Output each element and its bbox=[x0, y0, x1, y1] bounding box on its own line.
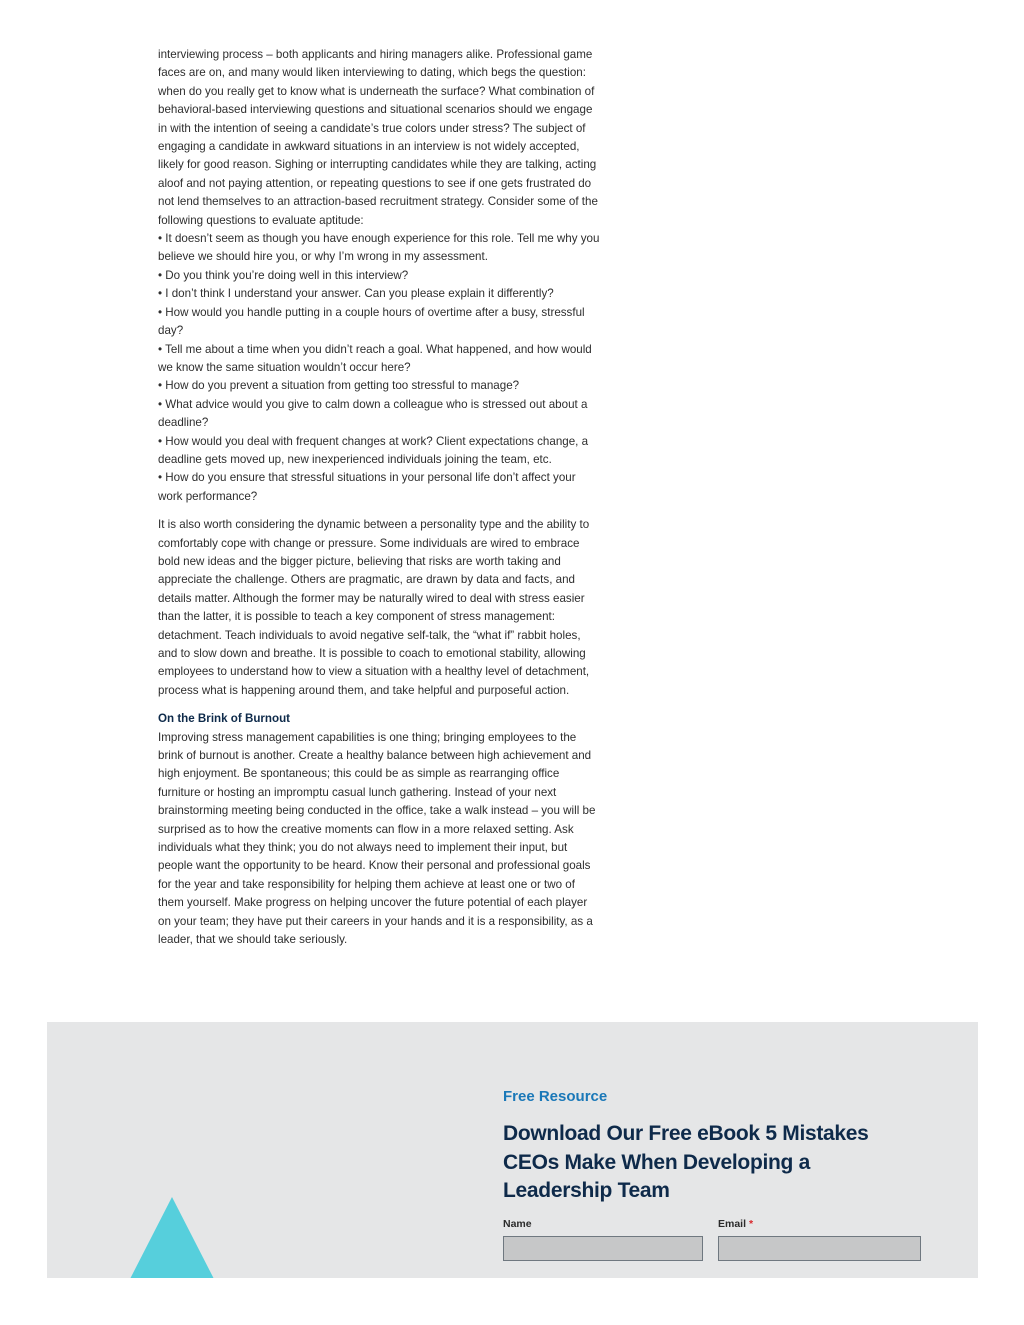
list-item: • How would you handle putting in a couple hours of overtime after a busy, stressful day? bbox=[158, 305, 585, 338]
list-item: • Tell me about a time when you didn’t reach a goal. What happened, and how would we know the same situation wouldn’t occur here? bbox=[158, 342, 592, 374]
decorative-triangle-icon bbox=[130, 1197, 214, 1278]
article-intro-paragraph: interviewing process – both applicants and hiring managers alike. Professional game faces are on, and many would liken interviewing to dating, which begs the question: when do you really get to know what is underneath the surface? What combination of behavioral-based interviewing questions and situational scenarios should we engage in with the intention of seeing a candidate’s true colors under stress? The subject of engaging a candidate in awkward situations in an interview is not widely accepted, likely for good reason. Sighing or interrupting candidates while they are talking, acting aloof and not paying attention, or repeating questions to see if one gets frustrated do not lend themselves to an attraction-based recruitment strategy. Consider some of the following questions to evaluate aptitude: bbox=[158, 48, 598, 227]
list-item: • I don’t think I understand your answer. Can you please explain it differently? bbox=[158, 287, 554, 301]
email-label-text: Email bbox=[718, 1218, 747, 1230]
name-field-label bbox=[503, 1218, 532, 1230]
email-field-label bbox=[718, 1218, 753, 1230]
list-item: • It doesn’t seem as though you have enough experience for this role. Tell me why you believe we should hire you, or why I’m wrong in my assessment. bbox=[158, 232, 600, 264]
list-item: • How do you prevent a situation from getting too stressful to manage? bbox=[158, 379, 520, 393]
personality-paragraph: It is also worth considering the dynamic between a personality type and the ability to comfortably cope with change or pressure. Some individuals are wired to embrace bold new ideas and the bigger picture, believing that risks are worth taking and appreciate the challenge. Others are pragmatic, are drawn by data and facts, and details matter. Although the former may be naturally wired to deal with stress easier than the latter, it is possible to teach a key component of stress management: detachment. Teach individuals to avoid negative self-talk, the “what if” rabbit holes, and to slow down and breathe. It is possible to coach to emotional stability, allowing employees to understand how to view a situation with a healthy level of detachment, process what is happening around them, and take helpful and purposeful action. bbox=[158, 518, 590, 697]
list-item: • How do you ensure that stressful situations in your personal life don’t affect your work performance? bbox=[158, 471, 576, 503]
article-body bbox=[158, 46, 603, 950]
list-item: • What advice would you give to calm down a colleague who is stressed out about a deadline? bbox=[158, 397, 588, 430]
burnout-paragraph: Improving stress management capabilities is one thing; bringing employees to the brink of burnout is another. Create a healthy balance between high achievement and high enjoyment. Be spontaneous; this could be as simple as rearranging office furniture or hosting an impromptu casual lunch gathering. Instead of your next brainstorming meeting being conducted in the office, take a walk instead – you will be surprised as to how the creative moments can flow in a more relaxed setting. Ask individuals what they think; you do not always need to implement their input, but people want the opportunity to be heard. Know their personal and professional goals for the year and take responsibility for helping them achieve at least one or two of them yourself. Make progress on helping uncover the future potential of each player on your team; they have put their careers in your hands and it is a responsibility, as a leader, that we should take seriously. bbox=[158, 730, 596, 947]
name-input[interactable] bbox=[503, 1236, 703, 1261]
section-heading: On the Brink of Burnout bbox=[158, 712, 291, 726]
required-marker: * bbox=[749, 1218, 754, 1230]
list-item: • Do you think you’re doing well in this interview? bbox=[158, 268, 409, 282]
list-item: • How would you deal with frequent changes at work? Client expectations change, a deadline gets moved up, new inexperienced individuals joining the team, etc. bbox=[158, 434, 589, 466]
resource-headline: Download Our Free eBook 5 Mistakes CEOs Make When Developing a Leadership Team bbox=[503, 1122, 869, 1202]
free-resource-panel bbox=[47, 1022, 978, 1278]
interview-questions-list bbox=[158, 230, 603, 506]
name-label-text: Name bbox=[503, 1218, 532, 1230]
email-input[interactable] bbox=[718, 1236, 921, 1261]
resource-eyebrow: Free Resource bbox=[503, 1088, 608, 1105]
